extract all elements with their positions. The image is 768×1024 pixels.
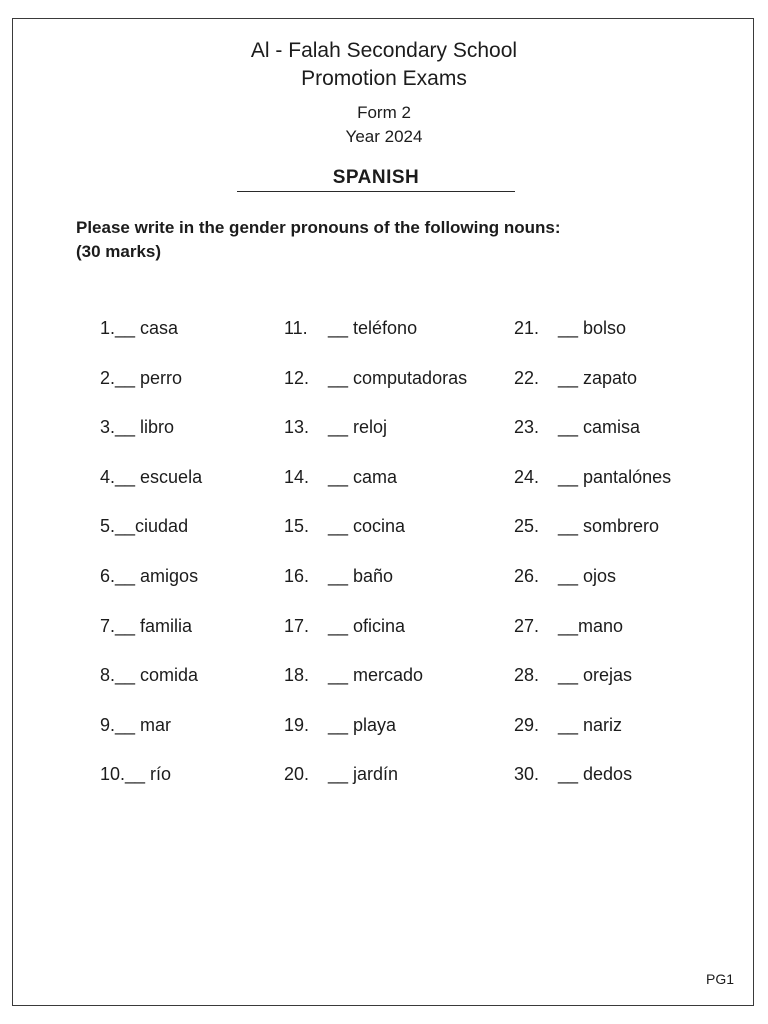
question-noun: __ ojos [558, 565, 617, 586]
question-item [514, 711, 671, 761]
form-level: Form 2 [357, 103, 411, 122]
question-noun: __ oficina [328, 615, 406, 636]
question-item [284, 364, 467, 414]
question-noun: __ escuela [115, 466, 203, 487]
page-number: PG1 [705, 971, 734, 987]
question-number: 12. [284, 367, 310, 388]
question-number: 3. [100, 417, 116, 438]
question-item [100, 463, 202, 513]
question-item [514, 413, 671, 463]
question-noun: __ baño [328, 565, 394, 586]
question-number: 10. [100, 764, 126, 785]
question-item [100, 512, 202, 562]
question-item [514, 562, 671, 612]
question-number: 9. [100, 714, 116, 735]
question-noun: __ casa [115, 318, 179, 338]
question-item [284, 314, 467, 364]
question-noun: __ pantalónes [558, 466, 672, 487]
question-column-2 [284, 314, 467, 810]
question-item [100, 760, 202, 810]
question-noun: __ jardín [328, 764, 399, 785]
question-noun: __ sombrero [558, 516, 660, 537]
question-item [514, 463, 671, 513]
question-noun: __ libro [115, 417, 175, 438]
question-noun: __ amigos [115, 565, 199, 586]
question-item [514, 512, 671, 562]
question-number: 19. [284, 714, 310, 735]
question-number: 11. [284, 318, 308, 338]
question-item [100, 413, 202, 463]
question-noun: __ computadoras [328, 367, 468, 388]
question-noun: __ciudad [115, 516, 189, 537]
question-noun: __ cama [328, 466, 398, 487]
question-item [514, 612, 671, 662]
question-number: 7. [100, 615, 116, 636]
question-number: 5. [100, 516, 116, 537]
question-number: 18. [284, 665, 310, 686]
question-number: 6. [100, 565, 116, 586]
question-number: 25. [514, 516, 540, 537]
question-number: 29. [514, 714, 540, 735]
question-noun: __ orejas [558, 665, 633, 686]
question-noun: __ nariz [558, 714, 623, 735]
question-number: 24. [514, 466, 540, 487]
question-number: 8. [100, 665, 116, 686]
instructions [76, 216, 696, 264]
question-item [284, 711, 467, 761]
question-noun: __mano [558, 615, 624, 636]
exam-name: Promotion Exams [301, 67, 467, 90]
exam-year: Year 2024 [345, 127, 423, 146]
question-noun: __ dedos [558, 764, 633, 785]
question-number: 4. [100, 466, 116, 487]
question-noun: __ camisa [558, 417, 641, 438]
question-noun: __ playa [328, 714, 397, 735]
question-item [100, 364, 202, 414]
question-item [100, 711, 202, 761]
question-noun: __ comida [115, 665, 199, 686]
question-number: 28. [514, 665, 540, 686]
marks-line: (30 marks) [76, 242, 162, 261]
question-number: 27. [514, 615, 540, 636]
subject-title: SPANISH [237, 165, 515, 192]
question-number: 13. [284, 417, 310, 438]
question-item [284, 463, 467, 513]
question-noun: __ cocina [328, 516, 406, 537]
question-number: 16. [284, 565, 310, 586]
question-item [100, 562, 202, 612]
question-number: 2. [100, 367, 116, 388]
question-number: 14. [284, 466, 310, 487]
question-noun: __ río [125, 764, 172, 785]
question-noun: __ perro [115, 367, 183, 388]
question-item [100, 612, 202, 662]
question-item [284, 512, 467, 562]
question-item [284, 562, 467, 612]
question-item [514, 364, 671, 414]
question-item [284, 612, 467, 662]
question-number: 17. [284, 615, 310, 636]
question-item [284, 661, 467, 711]
question-item [514, 760, 671, 810]
question-item [284, 413, 467, 463]
question-noun: __ reloj [328, 417, 388, 438]
question-number: 26. [514, 565, 540, 586]
question-number: 1. [100, 318, 116, 338]
question-noun: __ familia [115, 615, 193, 636]
question-number: 30. [514, 764, 540, 785]
question-number: 22. [514, 367, 540, 388]
question-item [284, 760, 467, 810]
question-number: 20. [284, 764, 310, 785]
question-item [100, 314, 202, 364]
question-noun: __ mercado [328, 665, 424, 686]
question-item [514, 661, 671, 711]
question-noun: __ zapato [558, 367, 638, 388]
question-noun: __ mar [115, 714, 172, 735]
question-number: 15. [284, 516, 310, 537]
question-noun: __ teléfono [328, 318, 418, 338]
question-column-3 [514, 314, 671, 810]
school-name: Al - Falah Secondary School [250, 39, 518, 62]
question-number: 23. [514, 417, 540, 438]
question-item [100, 661, 202, 711]
question-noun: __ bolso [558, 318, 627, 338]
question-column-1 [100, 314, 202, 810]
instructions-line: Please write in the gender pronouns of the following nouns: [76, 218, 561, 237]
question-number: 21. [514, 318, 540, 338]
question-item [514, 314, 671, 364]
